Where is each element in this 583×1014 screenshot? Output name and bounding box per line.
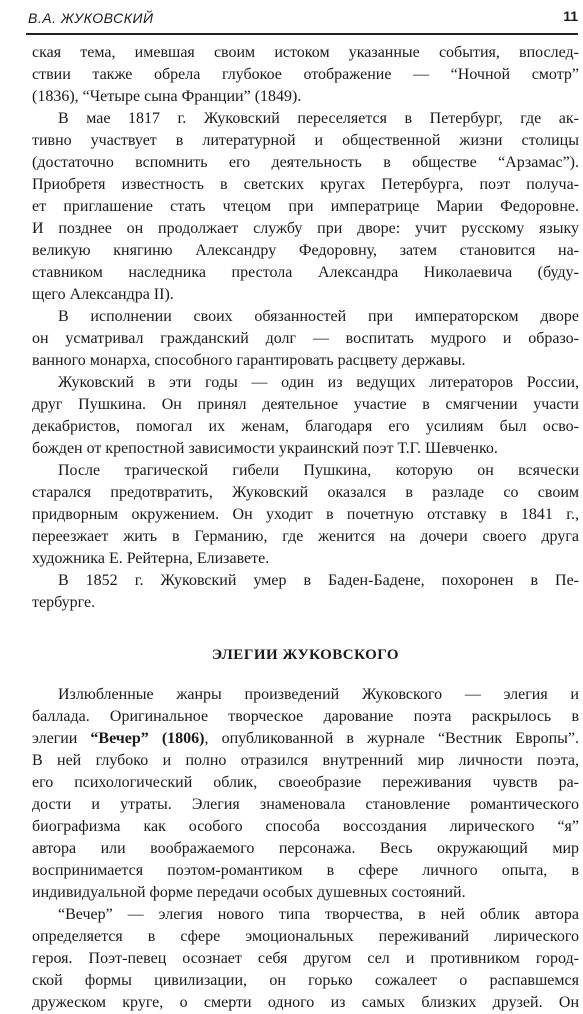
text-line: великую княгиню Александру Федоровну, затем становится на- [32,242,579,259]
running-header-author: В.А. ЖУКОВСКИЙ [28,10,154,26]
text-line: После трагической гибели Пушкина, которую он всячески [58,462,579,479]
text-line: друг Пушкина. Он принял деятельное участие в смягчении участи [32,396,579,413]
text-line: ставником наследника престола Александра Николаевича (буду- [32,264,579,281]
text-line: старался предотвратить, Жуковский оказался в разладе со своим [32,484,579,501]
text-line: воспринимается поэтом-романтиком в сфере личного опыта, в [32,862,579,879]
text-line: определяется в сфере эмоциональных переживаний лирического [32,928,579,945]
page-number: 11 [563,8,578,24]
text-line: И позднее он продолжает службу при дворе: учит русскому языку [32,220,579,237]
paragraph [32,42,579,108]
text-line: дружеском круге, о смерти одного из самых близких друзей. Он [32,994,579,1011]
paragraph [32,460,579,570]
section-heading-block [32,614,579,684]
paragraph [32,570,579,614]
text-fragment: , опубликованной в журнале “Вестник Европы”. [204,730,579,747]
text-fragment: элегии [32,730,91,747]
text-line: тивно участвует в литературной и общественной жизни столицы [32,132,579,149]
text-line: Излюбленные жанры произведений Жуковского — элегия и [58,686,579,703]
text-line: биографизма как особого способа воссоздания лирического “я” [32,818,579,835]
text-line: дости и утраты. Элегия знаменовала становление романтического [32,796,579,813]
text-line: автора или воображаемого персонажа. Весь окружающий мир [32,840,579,857]
text-line: “Вечер” — элегия нового типа творчества, в ней облик автора [58,906,579,923]
text-line: В 1852 г. Жуковский умер в Баден-Бадене, похоронен в Пе- [58,572,579,589]
paragraph [32,372,579,460]
paragraph [32,108,579,306]
header-rule [26,33,578,35]
text-line: щего Александра II). [32,286,174,303]
text-line: баллада. Оригинальное творческое дарование поэта раскрылось в [32,708,579,725]
text-line: он усматривал гражданский долг — воспитать мудрого и образо- [32,330,579,347]
section-heading: ЭЛЕГИИ ЖУКОВСКОГО [211,647,400,663]
text-line: ет приглашение стать чтецом при императрице Марии Федоровне. [32,198,579,215]
text-line: В исполнении своих обязанностей при императорском дворе [58,308,579,325]
text-line: божден от крепостной зависимости украинский поэт Т.Г. Шевченко. [32,440,498,457]
text-line: ванного монарха, способного гарантировать расцвету державы. [32,352,466,369]
paragraph [32,904,579,1014]
text-line: В мае 1817 г. Жуковский переселяется в Петербург, где ак- [58,110,579,127]
running-header [26,4,578,38]
text-line: Жуковский в эти годы — один из ведущих литераторов России, [58,374,579,391]
text-line: (достаточно вспомнить его деятельность в обществе “Арзамас”). [32,154,579,171]
text-line: Приобретя известность в светских кругах Петербурга, поэт получа- [32,176,579,193]
text-line [32,728,579,750]
text-line: декабристов, помогал их женам, благодаря его усилиям был осво- [32,418,579,435]
text-line: героя. Поэт-певец осознает себя другом сел и противником город- [32,950,579,967]
text-line: тербурге. [32,594,96,611]
text-line: (1836), “Четыре сына Франции” (1849). [32,88,302,105]
text-line: переезжает жить в Германию, где женится на дочери своего друга [32,528,579,545]
paragraph [32,684,579,904]
text-line: В ней глубоко и полно отразился внутренний мир личности поэта, [32,752,579,769]
text-line: придворным окружением. Он уходит в почетную отставку в 1841 г., [32,506,579,523]
text-line: индивидуальной форме передачи особых душевных состояний. [32,884,466,901]
text-line: ская тема, имевшая своим истоком указанные события, впослед- [32,44,579,61]
page-body [32,42,579,1014]
text-line: его психологический облик, своеобразие переживания чувств ра- [32,774,579,791]
text-line: ствии также обрела глубокое отображение — “Ночной смотр” [32,66,579,83]
text-line: художника Е. Рейтерна, Елизавете. [32,550,270,567]
paragraph [32,306,579,372]
text-line: ской формы цивилизации, он горько сожалеет о распавшемся [32,972,579,989]
bold-work-title: “Вечер” (1806) [90,730,205,747]
